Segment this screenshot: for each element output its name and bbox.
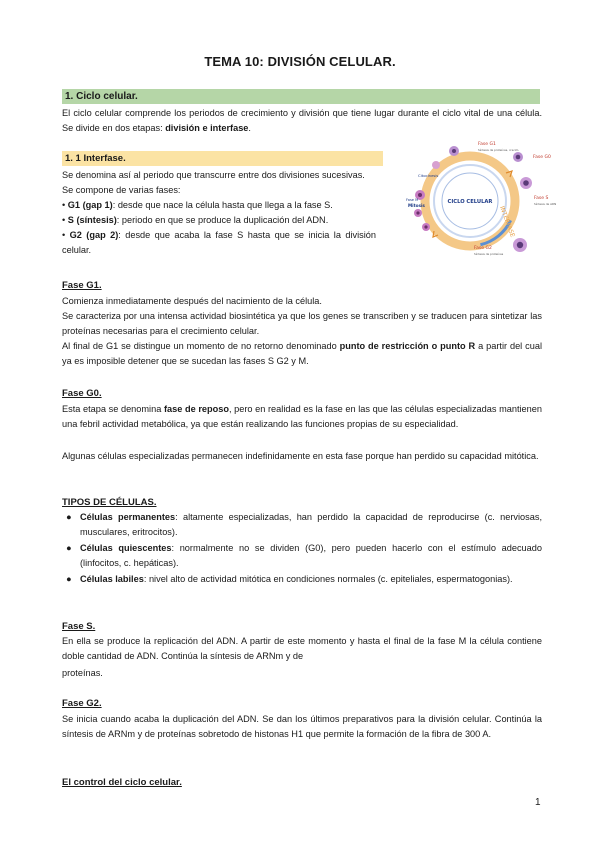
fase-g0-paragraph-1: Esta etapa se denomina fase de reposo, pero en realidad es la fase en las que las células especializadas mantienen una febril actividad metabólica, ya que están realizando las funciones propias de su especialidad. [62, 404, 542, 430]
bullet-icon: ● [66, 543, 72, 553]
heading-tipos-celulas: TIPOS DE CÉLULAS. [62, 497, 157, 508]
interfase-paragraph-1: Se denomina así al periodo que transcurre entre dos divisiones sucesivas. [62, 170, 365, 180]
section-heading-interfase: 1. 1 Interfase. [62, 151, 383, 166]
label-fase-m: Fase M [406, 198, 419, 202]
label-s-desc: Síntesis de ADN [534, 202, 556, 206]
list-item: ● Células permanentes: altamente especializadas, han perdido la capacidad de reproducirse (c. nerviosas, musculares, eritrocitos). [66, 512, 542, 538]
bullet-icon: ● [66, 574, 72, 584]
label-g2-desc: Síntesis de proteínas [474, 252, 504, 256]
label-g1-desc: Síntesis de proteínas, crecim. [478, 148, 520, 152]
list-item: ● Células quiescentes: normalmente no se dividen (G0), pero pueden hacerlo con el estímulo adecuado (linfocitos, c. hepáticas). [66, 543, 542, 569]
fase-s-paragraph-2: proteínas. [62, 668, 103, 678]
cell-image [432, 161, 440, 169]
interfase-item-g1: • G1 (gap 1): desde que nace la célula hasta que llega a la fase S. [62, 200, 333, 210]
interfase-paragraph-2: Se compone de varias fases: [62, 185, 181, 195]
heading-fase-g2: Fase G2. [62, 698, 102, 709]
fase-g1-paragraph-3: Al final de G1 se distingue un momento de no retorno denominado punto de restricción o punto R a partir del cual ya es imposible detener que se sucedan las fases S G2 y M. [62, 341, 542, 367]
heading-fase-g1: Fase G1. [62, 280, 102, 291]
cell-cycle-diagram [398, 137, 556, 267]
bullet-icon: ● [66, 512, 72, 522]
label-fase-s: Fase S [534, 196, 549, 201]
label-mitosis: Mitosis [408, 203, 425, 208]
ring-label-interfase: INTERFASE [498, 205, 516, 239]
heading-fase-s: Fase S. [62, 621, 96, 632]
fase-g1-paragraph-2: Se caracteriza por una intensa actividad biosintética ya que los genes se transcriben y se traducen para sintetizar las proteínas necesarias para el crecimiento celular. [62, 311, 542, 337]
interfase-item-g2: • G2 (gap 2): desde que acaba la fase S hasta que se inicia la división celular. [62, 230, 376, 256]
list-item: ● Células labiles: nivel alto de actividad mitótica en condiciones normales (c. epiteliales, espermatogonias). [62, 572, 542, 587]
fase-s-paragraph-1: En ella se produce la replicación del ADN. A partir de este momento y hasta el final de la fase M la célula contiene doble cantidad de ADN. Continúa la síntesis de ARNm y de [62, 636, 542, 662]
interfase-item-s: • S (síntesis): periodo en que se produce la duplicación del ADN. [62, 215, 329, 225]
page-title: TEMA 10: DIVISIÓN CELULAR. [204, 54, 396, 69]
page-number: 1 [535, 797, 541, 808]
label-citocinesis: Citocinesis [418, 173, 439, 178]
label-fase-g1: Fase G1 [478, 142, 496, 147]
section-heading-ciclo-celular: 1. Ciclo celular. [62, 89, 540, 104]
fase-g2-paragraph: Se inicia cuando acaba la duplicación del ADN. Se dan los últimos preparativos para la división celular. Continúa la síntesis de ARNm y de proteínas sobretodo de histonas H1 que permite la formación de la fibra de 300 A. [62, 714, 542, 740]
ciclo-celular-paragraph: El ciclo celular comprende los periodos de crecimiento y división que tiene lugar durante el ciclo vital de una célula. Se divide en dos etapas: división e interfase. [62, 108, 542, 134]
fase-g1-paragraph-1: Comienza inmediatamente después del nacimiento de la célula. [62, 296, 322, 306]
heading-fase-g0: Fase G0. [62, 388, 102, 399]
label-fase-g0: Fase G0 [533, 155, 551, 160]
label-fase-g2: Fase G2 [474, 246, 492, 251]
diagram-center-label: CICLO CELULAR [447, 199, 493, 205]
fase-g0-paragraph-2: Algunas células especializadas permanecen indefinidamente en esta fase porque han perdido su capacidad mitótica. [62, 451, 539, 461]
heading-control-ciclo: El control del ciclo celular. [62, 777, 182, 788]
